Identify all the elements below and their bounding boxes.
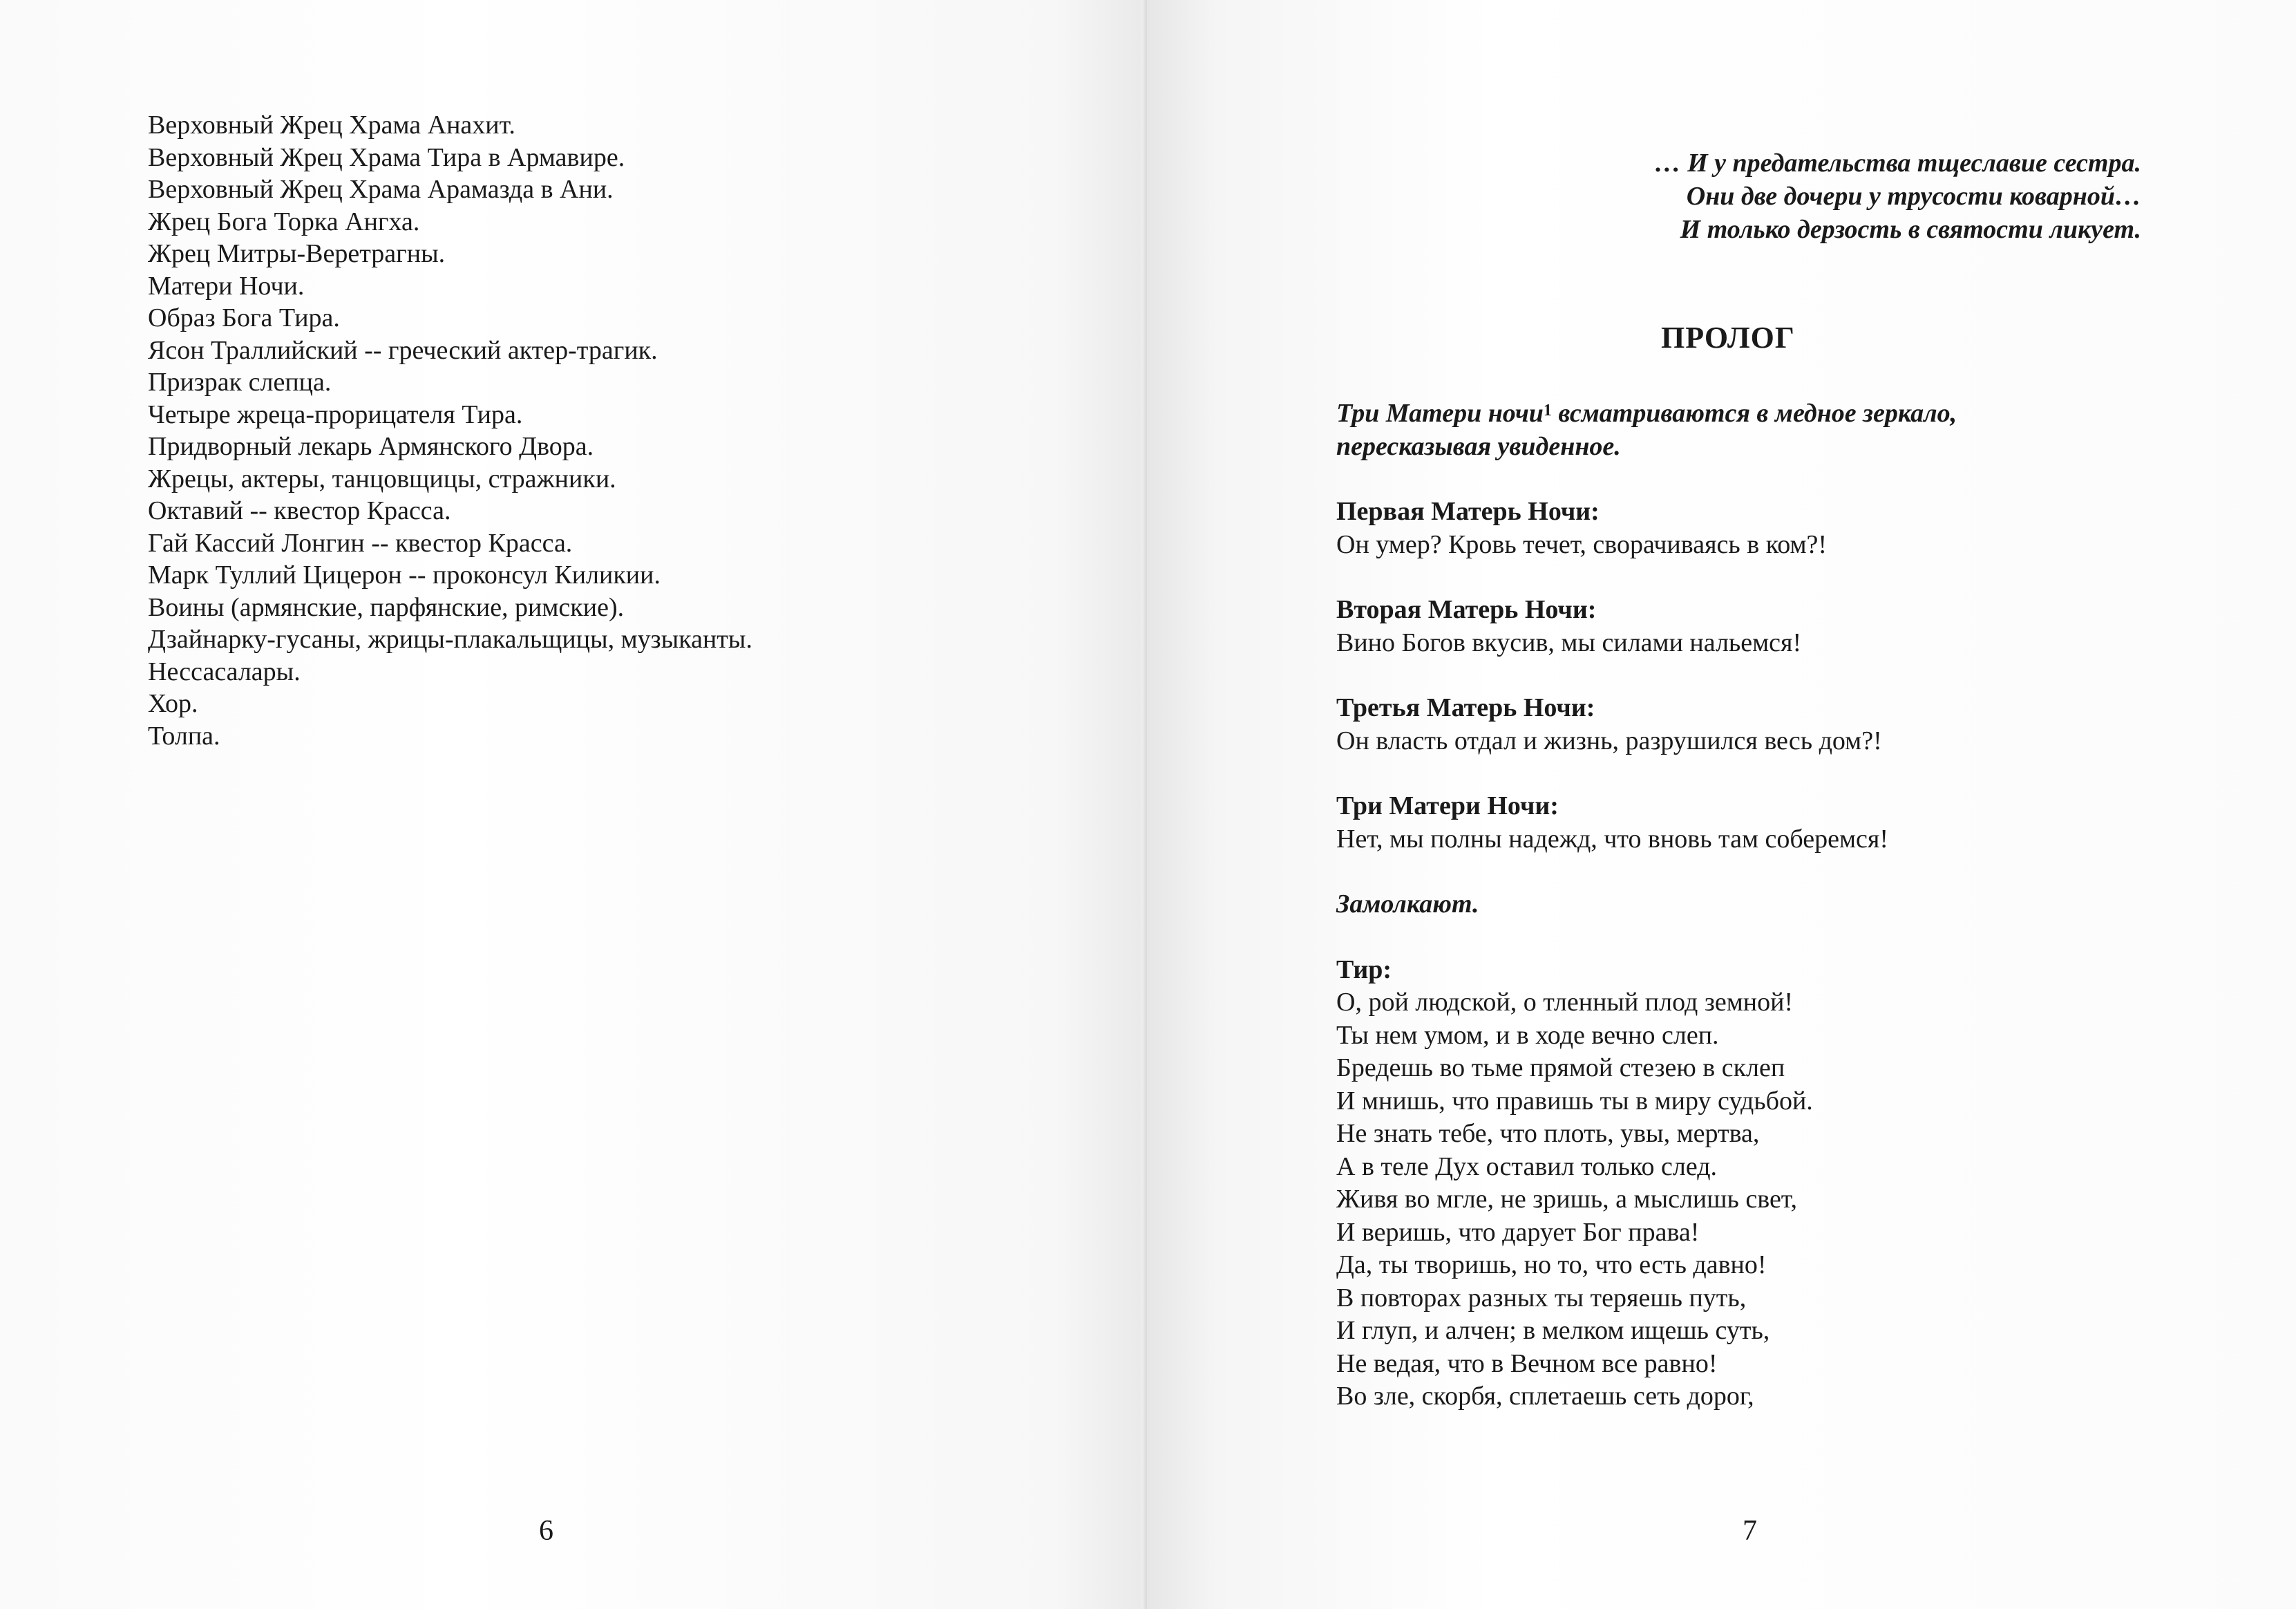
- stage-direction: [1336, 397, 1957, 463]
- dialogue-block: [1336, 594, 1957, 659]
- stage-direction-text: Три Матери ночи: [1336, 399, 1544, 428]
- verse-line: Нет, мы полны надежд, что вновь там соберемся!: [1336, 824, 1889, 854]
- play-text: [1336, 397, 1957, 1413]
- cast-item: Гай Кассий Лонгин -- квестор Красса.: [148, 528, 573, 558]
- cast-item: Жрец Бога Торка Ангха.: [148, 207, 420, 236]
- cast-item: Дзайнарку-гусаны, жрицы-плакальщицы, музыканты.: [148, 625, 752, 654]
- cast-item: Октавий -- квестор Красса.: [148, 496, 451, 525]
- cast-item: Марк Туллий Цицерон -- проконсул Киликии.: [148, 561, 661, 590]
- verse-line: Не ведая, что в Вечном все равно!: [1336, 1348, 1718, 1378]
- cast-item: Образ Бога Тира.: [148, 303, 340, 332]
- cast-item: Матери Ночи.: [148, 271, 305, 301]
- verse-line: Он умер? Кровь течет, сворачиваясь в ком?!: [1336, 529, 1828, 559]
- cast-item: Верховный Жрец Храма Тира в Армавире.: [148, 142, 625, 172]
- speaker-name: Третья Матерь Ночи:: [1336, 693, 1595, 722]
- speaker-name: Вторая Матерь Ночи:: [1336, 595, 1597, 624]
- section-title: ПРОЛОГ: [1661, 321, 1795, 355]
- cast-item: Жрец Митры-Веретрагны.: [148, 239, 446, 268]
- epigraph: [1655, 147, 2141, 246]
- dialogue-block-tir: [1336, 954, 1957, 1413]
- verse-line: Ты нем умом, и в ходе вечно слеп.: [1336, 1020, 1719, 1050]
- epigraph-line: … И у предательства тщеславие сестра.: [1654, 149, 2141, 178]
- speaker-name: Три Матери Ночи:: [1336, 791, 1559, 820]
- cast-item: Хор.: [148, 689, 198, 718]
- cast-item: Придворный лекарь Армянского Двора.: [148, 432, 594, 461]
- stage-direction-text: всматриваются в медное зеркало,: [1551, 399, 1957, 428]
- verse-line: Не знать тебе, что плоть, увы, мертва,: [1336, 1119, 1760, 1148]
- verse-line: Бредешь во тьме прямой стезею в склеп: [1336, 1053, 1785, 1082]
- verse-line: И глуп, и алчен; в мелком ищешь суть,: [1336, 1316, 1770, 1345]
- page-number-left: 6: [539, 1515, 553, 1547]
- epigraph-line: И только дерзость в святости ликует.: [1680, 215, 2141, 244]
- verse-line: Живя во мгле, не зришь, а мыслишь свет,: [1336, 1185, 1798, 1214]
- verse-line: И мнишь, что правишь ты в миру судьбой.: [1336, 1086, 1813, 1116]
- speaker-name: Тир:: [1336, 954, 1392, 984]
- stage-direction-silence: Замолкают.: [1336, 890, 1479, 919]
- verse-line: Он власть отдал и жизнь, разрушился весь дом?!: [1336, 726, 1882, 755]
- page-number-right: 7: [1743, 1515, 1757, 1547]
- cast-item: Четыре жреца-прорицателя Тира.: [148, 399, 523, 429]
- verse-line: Вино Богов вкусив, мы силами нальемся!: [1336, 628, 1802, 657]
- stage-direction-line: пересказывая увиденное.: [1336, 431, 1621, 461]
- speaker-name: Первая Матерь Ночи:: [1336, 497, 1600, 526]
- verse-line: А в теле Дух оставил только след.: [1336, 1151, 1718, 1181]
- cast-list: [148, 109, 752, 752]
- dialogue-block: [1336, 692, 1957, 758]
- verse-line: Да, ты творишь, но то, что есть давно!: [1336, 1250, 1767, 1279]
- cast-item: Жрецы, актеры, танцовщицы, стражники.: [148, 464, 616, 493]
- cast-item: Призрак слепца.: [148, 368, 332, 397]
- cast-item: Толпа.: [148, 721, 220, 751]
- cast-item: Верховный Жрец Храма Арамазда в Ани.: [148, 175, 614, 204]
- cast-item: Нессасалары.: [148, 657, 301, 686]
- verse-line: Во зле, скорбя, сплетаешь сеть дорог,: [1336, 1382, 1754, 1411]
- verse-line: И веришь, что дарует Бог права!: [1336, 1217, 1700, 1247]
- epigraph-line: Они две дочери у трусости коварной…: [1686, 182, 2141, 211]
- cast-item: Ясон Траллийский -- греческий актер-трагик.: [148, 335, 658, 365]
- dialogue-block: [1336, 496, 1957, 561]
- verse-line: В повторах разных ты теряешь путь,: [1336, 1283, 1747, 1312]
- cast-item: Верховный Жрец Храма Анахит.: [148, 111, 515, 140]
- footnote-mark: 1: [1543, 402, 1552, 420]
- left-page: [0, 0, 1147, 1609]
- verse-line: О, рой людской, о тленный плод земной!: [1336, 988, 1794, 1017]
- stage-direction-line: [1336, 397, 1957, 431]
- cast-item: Воины (армянские, парфянские, римские).: [148, 592, 625, 622]
- dialogue-block: [1336, 790, 1957, 856]
